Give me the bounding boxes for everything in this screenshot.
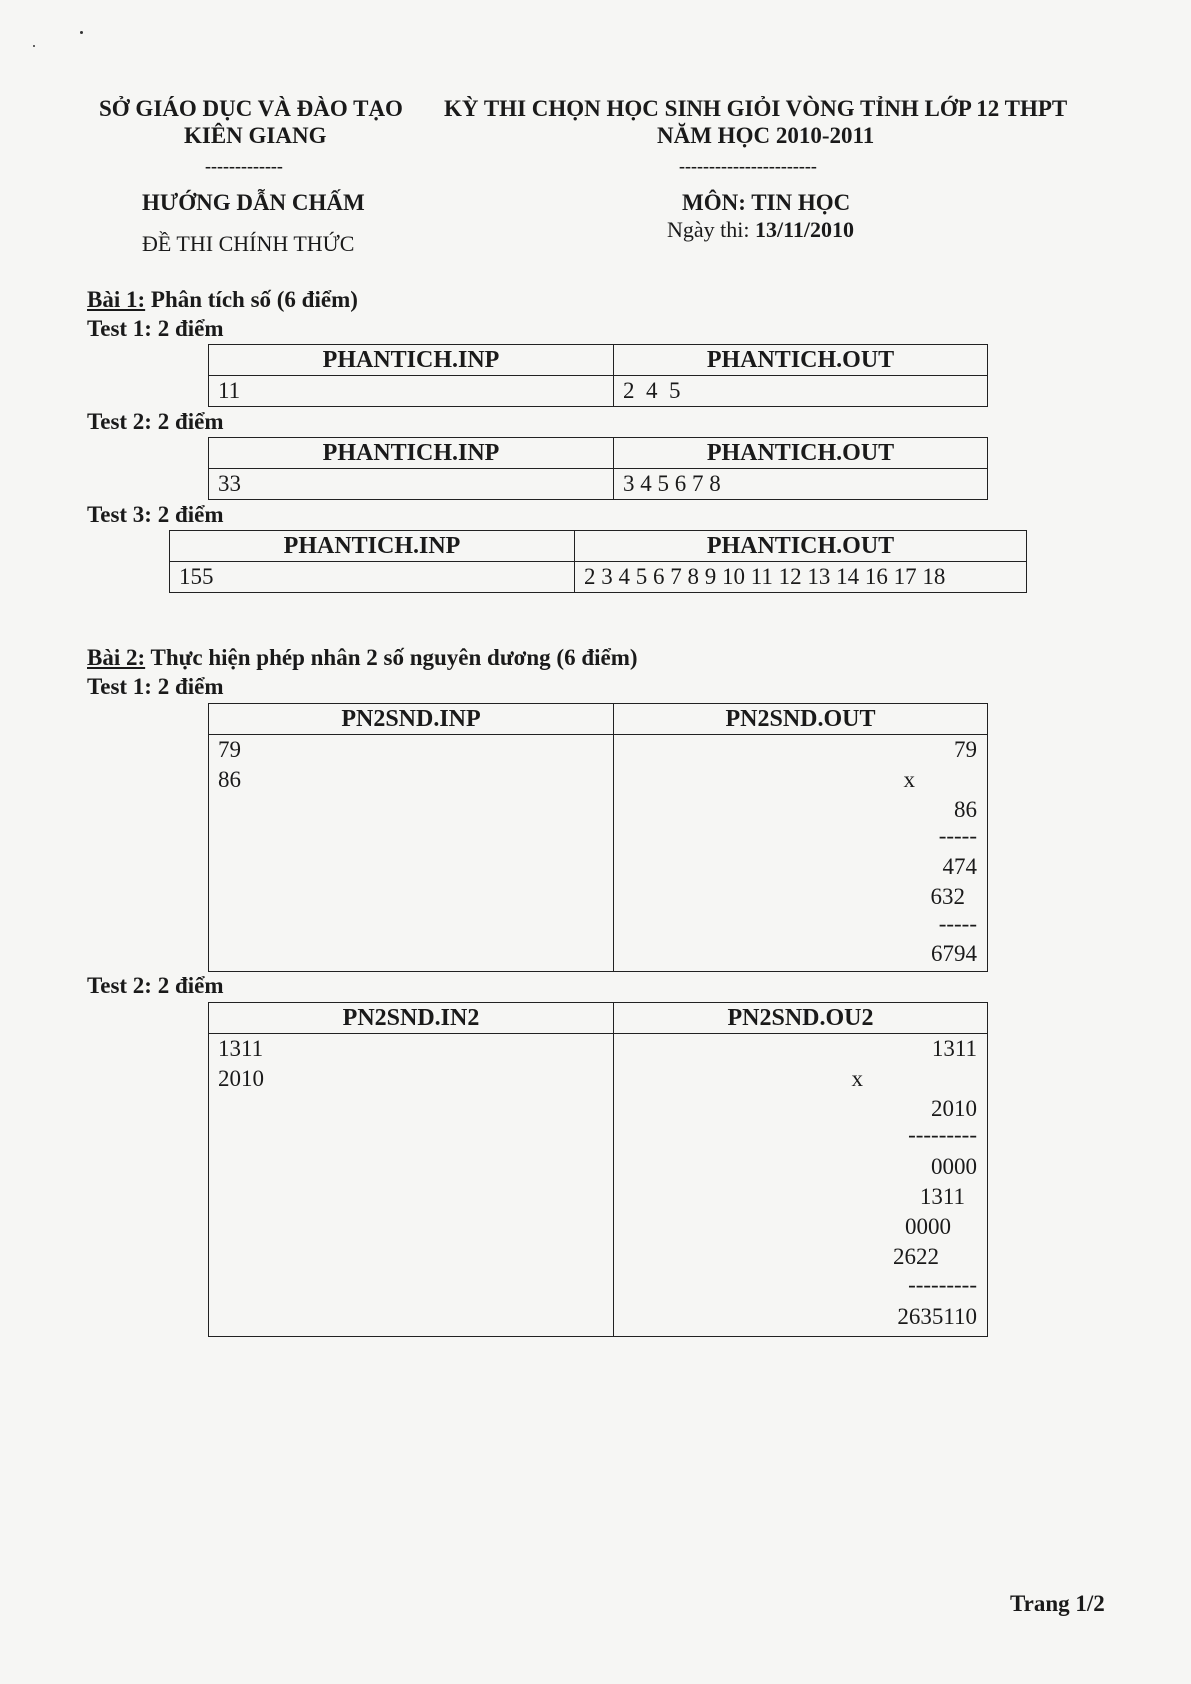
bai2-test1-label: Test 1: 2 điểm: [87, 674, 224, 699]
bai1-test1-table: [208, 344, 988, 407]
bai2-label: Bài 2:: [87, 645, 146, 670]
output-line: 1311: [919, 1184, 965, 1209]
scan-mark: [80, 31, 83, 34]
multiply-sign: x: [903, 767, 915, 792]
output-line: 79: [954, 737, 977, 762]
subject: MÔN: TIN HỌC: [682, 190, 851, 215]
output-file-header: PN2SND.OU2: [614, 1003, 988, 1034]
multiply-sign: x: [851, 1066, 863, 1091]
output-file-header: PHANTICH.OUT: [575, 531, 1027, 562]
exam-date: 13/11/2010: [755, 217, 855, 242]
bai1-label: Bài 1:: [87, 287, 146, 312]
bai1-heading: [87, 287, 358, 313]
output-file-header: PN2SND.OUT: [614, 704, 988, 735]
output-file-header: PHANTICH.OUT: [614, 345, 988, 376]
bai1-test3-table: [169, 530, 1027, 593]
output-value: 2 3 4 5 6 7 8 9 10 11 12 13 14 16 17 18: [575, 562, 1027, 593]
input-cell: [209, 735, 614, 972]
separator-line: -----: [938, 823, 977, 848]
department-name: SỞ GIÁO DỤC VÀ ĐÀO TẠO: [99, 96, 403, 121]
bai1-test1-label: Test 1: 2 điểm: [87, 316, 224, 341]
bai2-heading: [87, 645, 638, 671]
output-line: 0000: [931, 1154, 977, 1179]
input-line: 2010: [218, 1066, 264, 1091]
input-cell: [209, 1034, 614, 1337]
input-value: 155: [170, 562, 575, 593]
bai1-title: Phân tích số (6 điểm): [145, 287, 358, 312]
bai2-title: Thực hiện phép nhân 2 số nguyên dương (6 điểm): [145, 645, 638, 670]
exam-date-label: Ngày thi:: [667, 217, 755, 242]
input-file-header: PHANTICH.INP: [209, 345, 614, 376]
output-line: 1311: [931, 1036, 977, 1061]
header-left-divider: -------------: [205, 156, 283, 176]
output-line: 86: [954, 797, 977, 822]
output-line: 2622: [893, 1244, 939, 1269]
output-line: 2635110: [897, 1304, 977, 1329]
input-line: 79: [218, 737, 241, 762]
province-name: KIÊN GIANG: [184, 123, 327, 148]
input-file-header: PHANTICH.INP: [170, 531, 575, 562]
exam-date-line: [667, 217, 854, 243]
input-line: 86: [218, 767, 241, 792]
output-line: 6794: [931, 941, 977, 966]
input-line: 1311: [218, 1036, 264, 1061]
separator-line: ---------: [908, 1122, 977, 1147]
output-line: 2010: [931, 1096, 977, 1121]
output-line: 474: [942, 854, 977, 879]
separator-line: ---------: [908, 1272, 977, 1297]
bai2-test1-table: [208, 703, 988, 972]
output-value: 3 4 5 6 7 8: [614, 469, 988, 500]
scan-mark: [33, 45, 35, 47]
guide-title: HƯỚNG DẪN CHẤM: [142, 190, 365, 215]
bai1-test2-label: Test 2: 2 điểm: [87, 409, 224, 434]
school-year: NĂM HỌC 2010-2011: [657, 123, 875, 148]
page-number: Trang 1/2: [1010, 1591, 1105, 1616]
bai1-test3-label: Test 3: 2 điểm: [87, 502, 224, 527]
output-line: 0000: [905, 1214, 951, 1239]
output-line: 632: [930, 884, 965, 909]
output-value: 2 4 5: [614, 376, 988, 407]
separator-line: -----: [938, 911, 977, 936]
exam-title: KỲ THI CHỌN HỌC SINH GIỎI VÒNG TỈNH LỚP 12 THPT: [444, 96, 1068, 121]
bai2-test2-table: [208, 1002, 988, 1337]
output-cell: [614, 735, 988, 972]
output-file-header: PHANTICH.OUT: [614, 438, 988, 469]
official-label: ĐỀ THI CHÍNH THỨC: [142, 231, 355, 256]
bai2-test2-label: Test 2: 2 điểm: [87, 973, 224, 998]
input-value: 11: [209, 376, 614, 407]
input-value: 33: [209, 469, 614, 500]
input-file-header: PN2SND.IN2: [209, 1003, 614, 1034]
output-cell: [614, 1034, 988, 1337]
input-file-header: PHANTICH.INP: [209, 438, 614, 469]
bai1-test2-table: [208, 437, 988, 500]
input-file-header: PN2SND.INP: [209, 704, 614, 735]
header-right-divider: -----------------------: [679, 156, 817, 176]
